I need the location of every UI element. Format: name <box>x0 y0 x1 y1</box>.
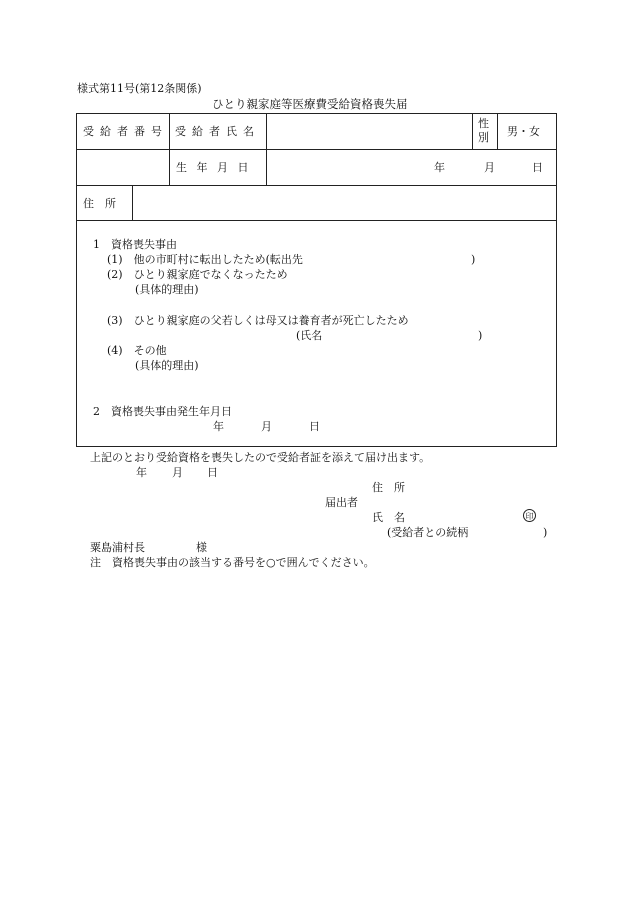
section2-month: 月 <box>261 420 272 433</box>
recipient-number-label: 受給者番号 <box>83 125 168 138</box>
form-title: ひとり親家庭等医療費受給資格喪失届 <box>212 97 408 111</box>
applicant-name-label: 氏 名 <box>372 511 405 524</box>
section2-year: 年 <box>213 420 224 433</box>
birthdate-day: 日 <box>532 161 543 174</box>
declaration-month: 月 <box>172 466 183 479</box>
declaration-year: 年 <box>136 466 147 479</box>
applicant-address-label: 住 所 <box>372 481 405 494</box>
row-divider-1 <box>77 149 556 150</box>
row-divider-3 <box>77 220 556 221</box>
addressee-mayor: 粟島浦村長 <box>90 541 145 554</box>
birthdate-label: 生 年 月 日 <box>176 161 252 174</box>
instruction-note: 注 資格喪失事由の該当する番号を○で囲んでください。 <box>90 556 375 569</box>
reason-item-1-close: ) <box>471 253 476 266</box>
applicant-relationship-close: ) <box>543 526 548 539</box>
section1-heading: 1 資格喪失事由 <box>93 238 177 251</box>
reason-item-4-detail: (具体的理由) <box>135 359 199 372</box>
col-divider-1 <box>169 114 170 185</box>
applicant-relationship: (受給者との続柄 <box>387 526 469 539</box>
addressee-honorific: 様 <box>196 541 207 554</box>
sex-label-top: 性 <box>478 117 489 130</box>
seal-mark: 印 <box>523 509 536 522</box>
form-number: 様式第11号(第12条関係) <box>77 82 202 95</box>
reason-item-1: (1) 他の市町村に転出したため(転出先 <box>107 253 303 266</box>
col-divider-4 <box>497 114 498 149</box>
address-label: 住 所 <box>83 197 116 210</box>
declaration: 上記のとおり受給資格を喪失したので受給者証を添えて届け出ます。 <box>90 451 431 464</box>
reason-item-3-close: ) <box>478 329 483 342</box>
applicant-label: 届出者 <box>325 496 358 509</box>
form-table <box>76 113 557 447</box>
birthdate-year: 年 <box>434 161 445 174</box>
sex-options: 男・女 <box>507 125 540 138</box>
reason-item-3-name: (氏名 <box>296 329 323 342</box>
reason-item-2-detail: (具体的理由) <box>135 283 199 296</box>
col-divider-2 <box>266 114 267 185</box>
reason-item-4: (4) その他 <box>107 344 167 357</box>
col-divider-5 <box>132 185 133 220</box>
reason-item-3: (3) ひとり親家庭の父若しくは母又は養育者が死亡したため <box>107 314 409 327</box>
sex-label-bottom: 別 <box>478 131 489 144</box>
reason-item-2: (2) ひとり親家庭でなくなったため <box>107 268 288 281</box>
section2-heading: 2 資格喪失事由発生年月日 <box>93 405 232 418</box>
section2-day: 日 <box>309 420 320 433</box>
declaration-day: 日 <box>207 466 218 479</box>
col-divider-3 <box>472 114 473 149</box>
recipient-name-label: 受給者氏名 <box>175 125 260 138</box>
birthdate-month: 月 <box>484 161 495 174</box>
row-divider-2 <box>77 185 556 186</box>
